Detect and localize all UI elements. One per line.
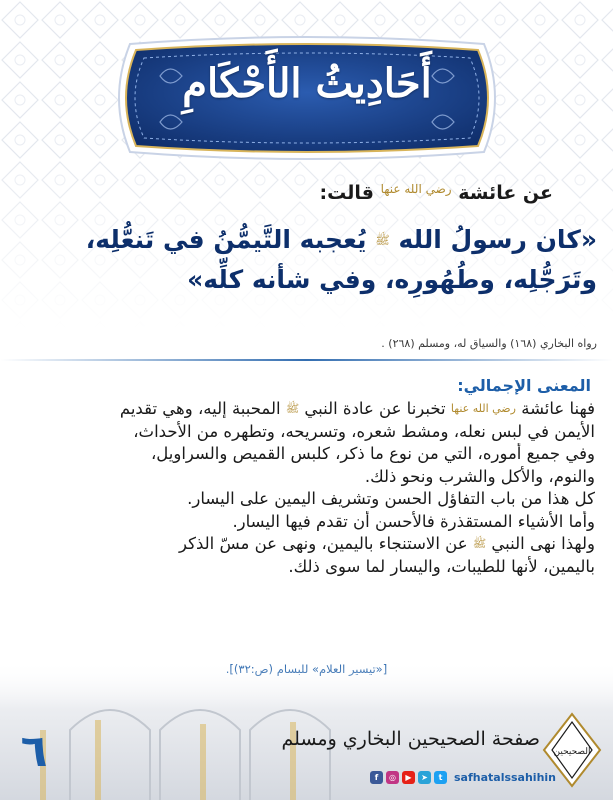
explanation-line: [13, 398, 595, 421]
hadith-line-1: [12, 220, 597, 260]
section-title: المعنى الإجمالي:: [457, 376, 591, 395]
page-number: ٦: [20, 726, 48, 777]
line-1-part-b: تخبرنا عن عادة النبي: [304, 399, 446, 418]
narrator-said: قالت:: [319, 182, 374, 204]
salutation-icon: ﷺ: [375, 233, 390, 247]
explanation-line: الأيمن في لبس نعله، ومشط شعره، وتسريحه، وتطهره من الأحداث،: [133, 421, 595, 441]
brand-title: صفحة الصحيحين البخاري ومسلم: [281, 728, 540, 750]
hadith-text: [12, 220, 597, 300]
social-links: [370, 768, 556, 786]
youtube-icon[interactable]: ▶: [402, 771, 415, 784]
explanation-body: [13, 398, 595, 578]
salutation-icon: ﷺ: [285, 402, 300, 415]
hadith-source: رواه البخاري (١٦٨) والسياق له، ومسلم (٢٦٨) .: [381, 337, 597, 350]
explanation-line: [13, 533, 595, 556]
banner-title: أَحَادِيثُ الأَحْكَامِ: [182, 60, 432, 107]
line-7-part-b: عن الاستنجاء باليمين، ونهى عن مسّ الذكر: [179, 534, 468, 553]
line-1-part-a: فهنا عائشة: [521, 399, 595, 418]
hadith-line-1-end: يُعجبه التَّيمُّنُ في تَنعُّلِه،: [85, 225, 367, 254]
brand-logo-text: الصحيحين: [553, 747, 591, 757]
line-1-part-c: المحببة إليه، وهي تقديم: [119, 399, 281, 418]
salutation-icon: ﷺ: [472, 537, 487, 550]
explanation-line: وأما الأشياء المستقذرة فالأحسن أن تقدم فيها اليسار.: [232, 511, 595, 531]
honorific-icon: رضي الله عنها: [380, 182, 452, 196]
explanation-line: والنوم، والأكل والشرب ونحو ذلك.: [364, 466, 595, 486]
divider: [0, 358, 613, 362]
social-handle[interactable]: safhatalssahihin: [454, 770, 557, 784]
explanation-line: كل هذا من باب التفاؤل الحسن وتشريف اليمين على اليسار.: [187, 489, 595, 508]
explanation-line: باليمين، لأنها للطيبات، واليسار لما سوى ذلك.: [288, 556, 595, 576]
honorific-icon: رضي الله عنها: [450, 402, 516, 415]
hadith-line-1-start: «كان رسولُ الله: [398, 225, 597, 254]
telegram-icon[interactable]: ➤: [418, 771, 431, 784]
facebook-icon[interactable]: f: [370, 771, 383, 784]
explanation-line: وفي جميع أموره، التي من نوع ما ذكر، كلبس القميص والسراويل،: [150, 444, 595, 463]
narrator-line: [53, 182, 553, 204]
title-banner: [100, 36, 514, 160]
line-7-part-a: ولهذا نهى النبي: [491, 534, 595, 553]
instagram-icon[interactable]: ◎: [386, 771, 399, 784]
hadith-line-2: وتَرَجُّلِه، وطُهُورِه، وفي شأنه كلِّه»: [187, 265, 597, 294]
narrator-name: عن عائشة: [458, 182, 553, 204]
twitter-icon[interactable]: t: [434, 771, 447, 784]
